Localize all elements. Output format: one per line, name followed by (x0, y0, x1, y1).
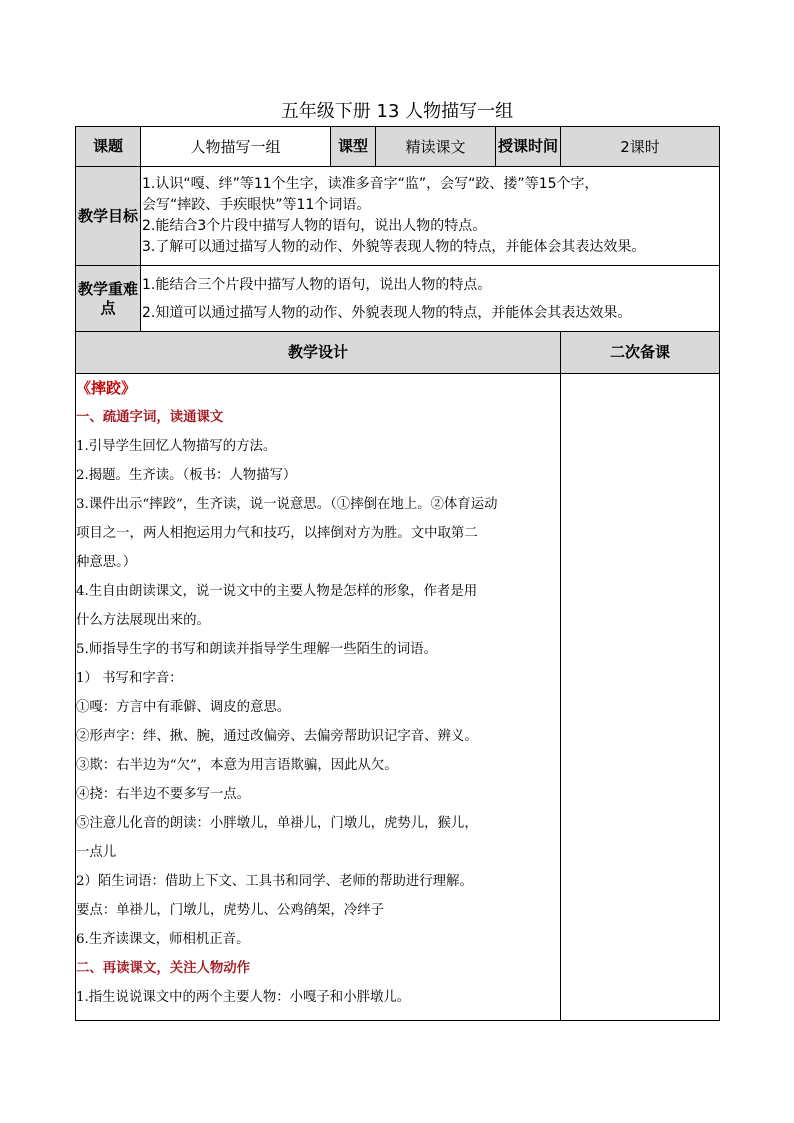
key-points-content (141, 266, 720, 332)
header-row (76, 127, 720, 167)
goals-content (141, 167, 720, 266)
type-value: 精读课文 (376, 127, 496, 167)
design-line: ④挠：右半边不要多写一点。 (76, 787, 251, 802)
design-line: ⑤注意儿化音的朗读：小胖墩儿，单褂儿，门墩儿，虎势儿，猴儿， (76, 816, 478, 831)
key-point-line: 1.能结合三个片段中描写人物的语句，说出人物的特点。 (142, 276, 492, 293)
key-point-line: 2.知道可以通过描写人物的动作、外貌表现人物的特点，并能体会其表达效果。 (142, 304, 632, 321)
design-line: 1.指生说说课文中的两个主要人物：小嘎子和小胖墩儿。 (76, 990, 411, 1005)
goals-label: 教学目标 (76, 167, 141, 266)
design-line: 4.生自由朗读课文，说一说文中的主要人物是怎样的形象，作者是用 (76, 584, 478, 599)
design-line: ②形声字：绊、揪、腕，通过改偏旁、去偏旁帮助识记字音、辨义。 (76, 729, 478, 744)
goal-line: 3.了解可以通过描写人物的动作、外貌等表现人物的特点，并能体会其表达效果。 (142, 239, 646, 255)
design-content (76, 374, 561, 1021)
design-line: 5.师指导生字的书写和朗读并指导学生理解一些陌生的词语。 (76, 642, 437, 657)
goal-line: 1.认识“嘎、绊”等11个生字，读准多音字“监”，会写“跤、搂”等15个字， (142, 176, 599, 192)
design-header: 教学设计 (76, 332, 561, 374)
part1-heading: 一、疏通字词，读通课文 (76, 409, 224, 425)
design-line: 种意思。） (76, 555, 137, 570)
notes-content (561, 374, 720, 1021)
design-line: ③欺：右半边为“欠”，本意为用言语欺骗，因此从欠。 (76, 758, 398, 773)
topic-value: 人物描写一组 (141, 127, 331, 167)
lesson-plan-table (75, 126, 720, 1021)
key-points-label: 教学重难点 (76, 266, 141, 332)
notes-header: 二次备课 (561, 332, 720, 374)
goal-line: 2.能结合3个片段中描写人物的语句，说出人物的特点。 (142, 218, 487, 234)
goals-row (76, 167, 720, 266)
design-line: ①嘎：方言中有乖僻、调皮的意思。 (76, 700, 291, 715)
goal-line: 会写“摔跤、手疾眼快”等11个词语。 (142, 197, 371, 213)
design-header-row (76, 332, 720, 374)
design-line: 6.生齐读课文，师相机正音。 (76, 932, 250, 947)
design-line: 项目之一，两人相抱运用力气和技巧，以摔倒对方为胜。文中取第二 (76, 526, 478, 541)
part2-heading: 二、再读课文，关注人物动作 (76, 960, 251, 976)
topic-label: 课题 (76, 127, 141, 167)
design-line: 什么方法展现出来的。 (76, 613, 210, 628)
hours-label: 授课时间 (496, 127, 561, 167)
section-title: 《摔跤》 (76, 379, 137, 397)
key-points-row (76, 266, 720, 332)
design-line: 1） 书写和字音： (76, 671, 183, 686)
type-label: 课型 (331, 127, 376, 167)
design-line: 1.引导学生回忆人物描写的方法。 (76, 439, 277, 454)
design-line: 一点儿 (76, 845, 117, 860)
design-line: 要点：单褂儿，门墩儿，虎势儿、公鸡鹐架，冷绊子 (76, 903, 384, 918)
hours-value: 2课时 (561, 127, 720, 167)
design-line: 3.课件出示“摔跤”，生齐读，说一说意思。（①摔倒在地上。②体育运动 (76, 497, 498, 512)
document-title: 五年级下册 13 人物描写一组 (280, 101, 514, 122)
design-line: 2.揭题。生齐读。（板书：人物描写） (76, 468, 297, 483)
design-body-row (76, 374, 720, 1021)
design-line: 2）陌生词语：借助上下文、工具书和同学、老师的帮助进行理解。 (76, 874, 473, 889)
